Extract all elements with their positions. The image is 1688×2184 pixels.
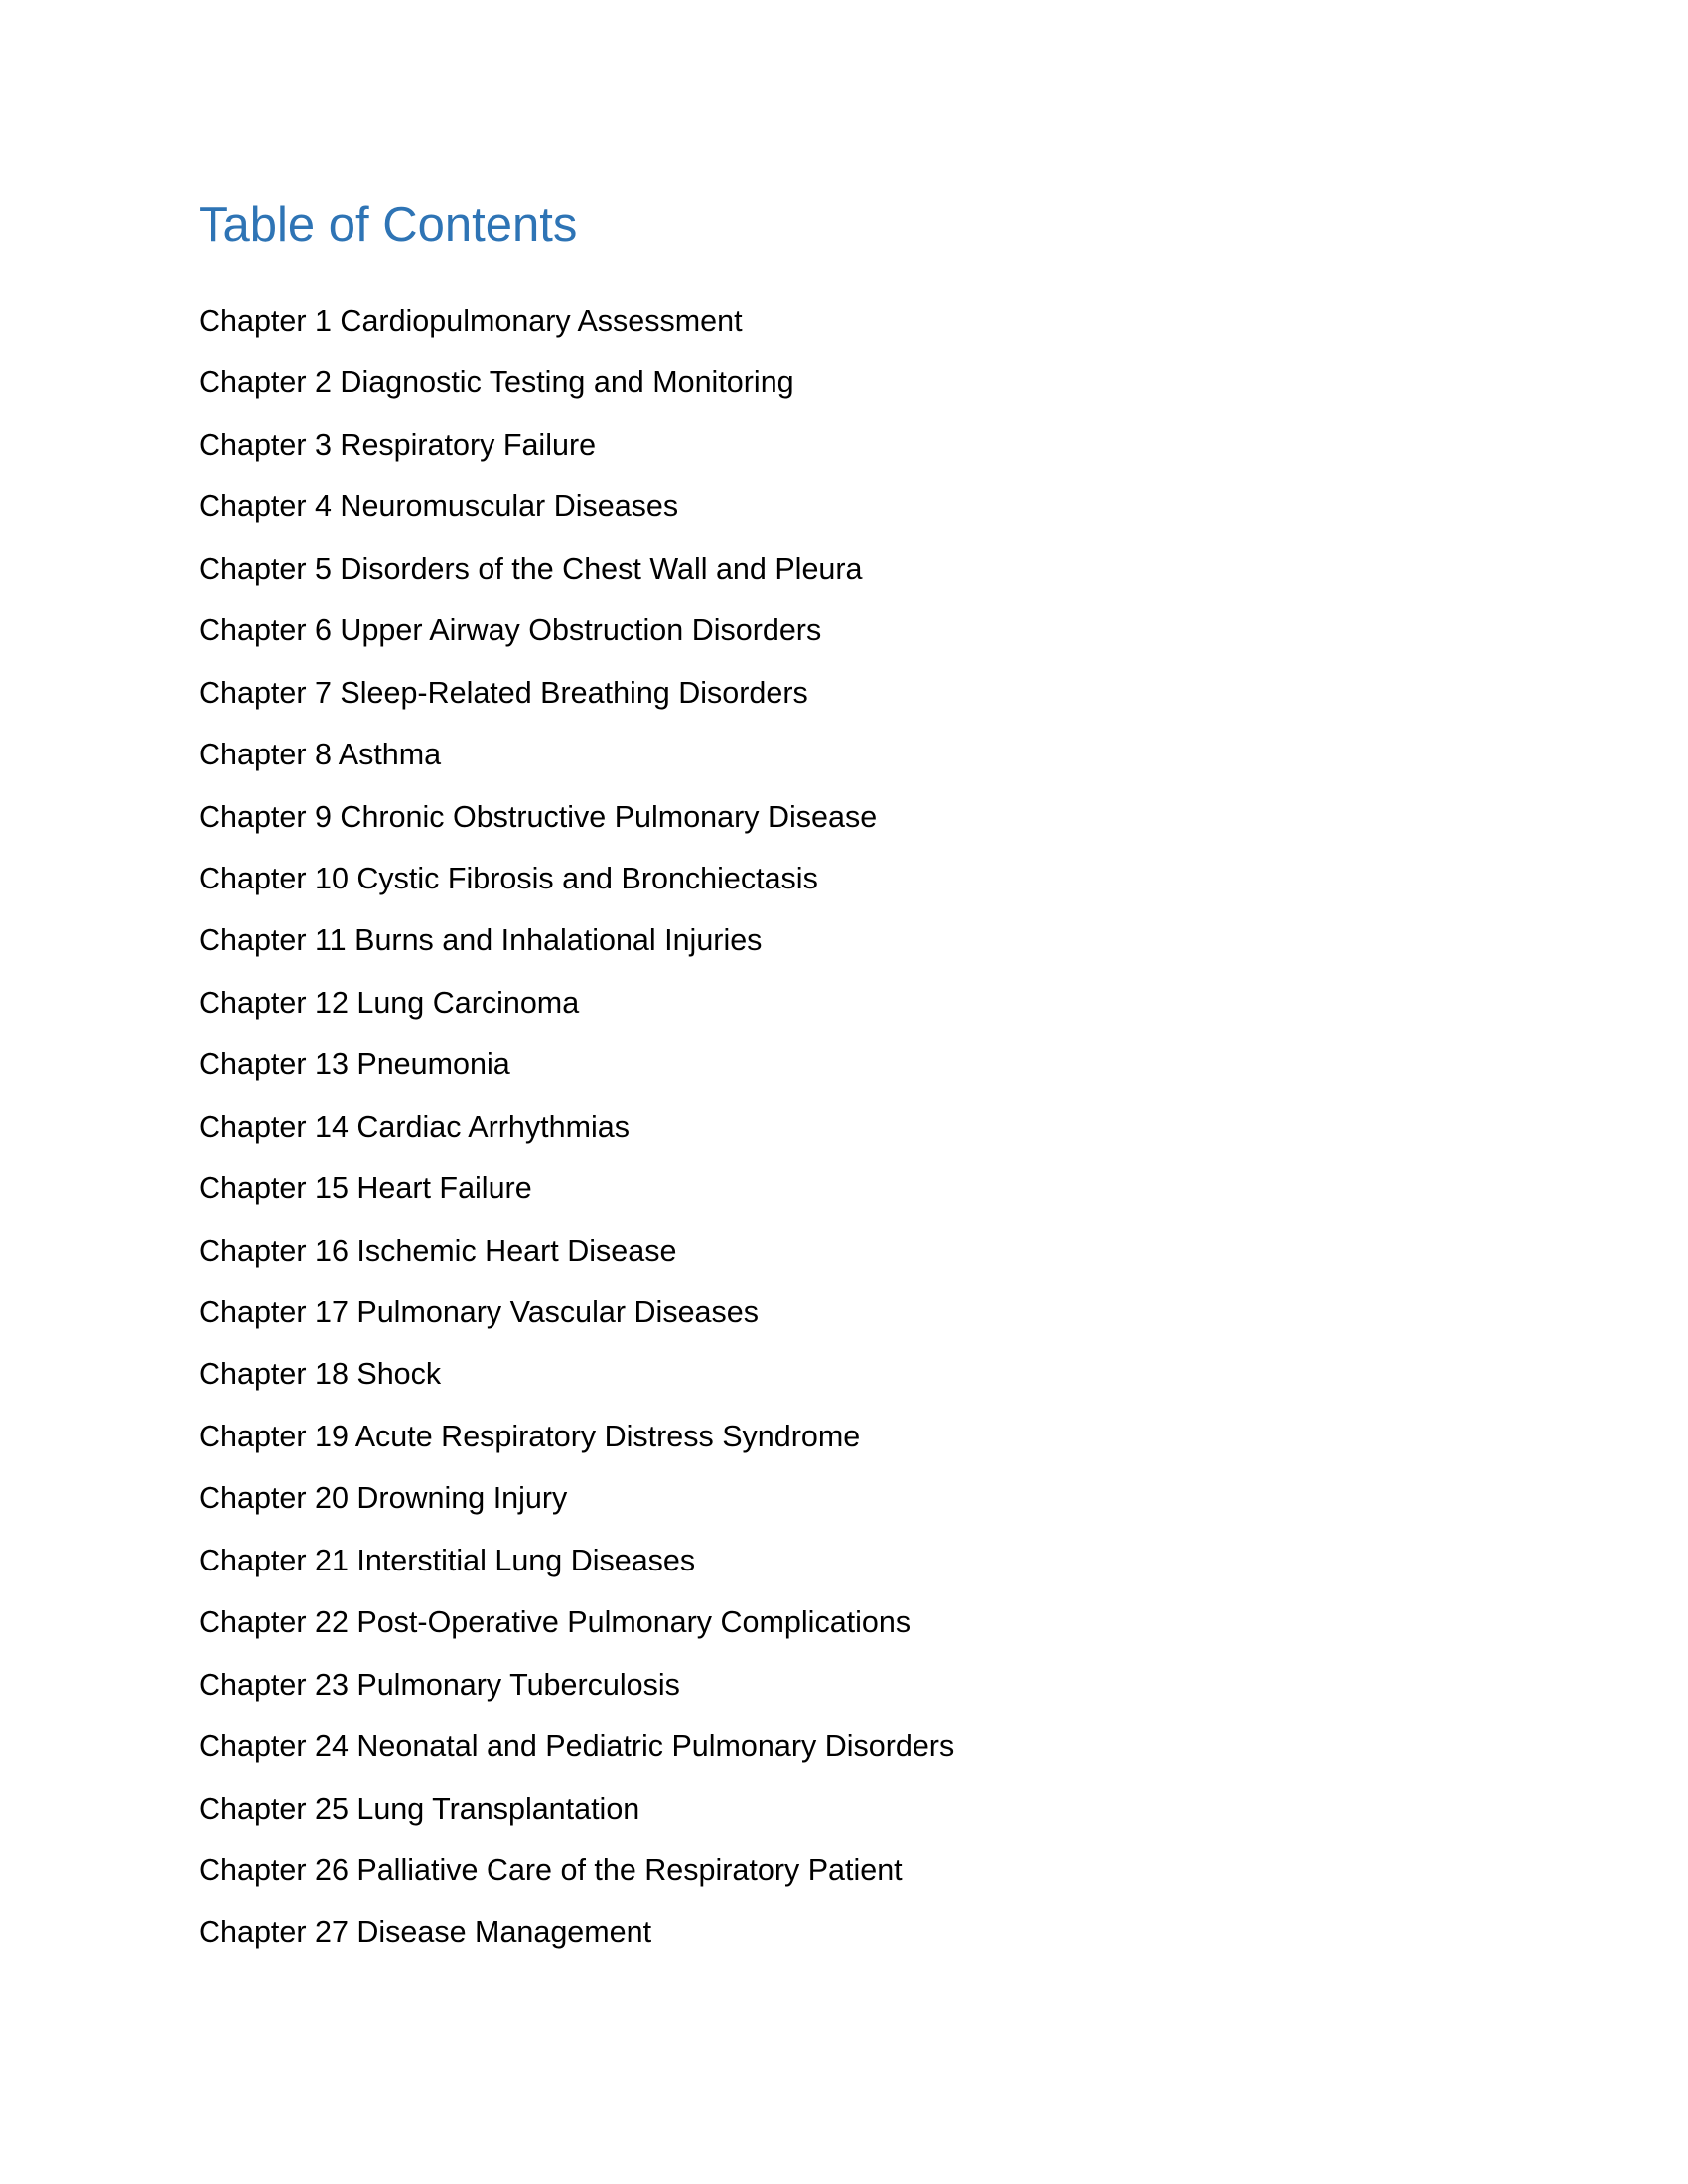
toc-entry-chapter-9[interactable]: Chapter 9 Chronic Obstructive Pulmonary Disease bbox=[199, 799, 878, 834]
toc-entry-chapter-18[interactable]: Chapter 18 Shock bbox=[199, 1357, 442, 1392]
toc-entry-chapter-3[interactable]: Chapter 3 Respiratory Failure bbox=[199, 427, 597, 462]
toc-entry-chapter-24[interactable]: Chapter 24 Neonatal and Pediatric Pulmonary Disorders bbox=[199, 1729, 955, 1764]
toc-entry-chapter-26[interactable]: Chapter 26 Palliative Care of the Respiratory Patient bbox=[199, 1852, 903, 1887]
toc-entry-chapter-12[interactable]: Chapter 12 Lung Carcinoma bbox=[199, 985, 580, 1020]
toc-entry-chapter-14[interactable]: Chapter 14 Cardiac Arrhythmias bbox=[199, 1109, 630, 1144]
toc-entry-chapter-15[interactable]: Chapter 15 Heart Failure bbox=[199, 1171, 532, 1206]
toc-entry-chapter-4[interactable]: Chapter 4 Neuromuscular Diseases bbox=[199, 489, 679, 524]
toc-entry-chapter-1[interactable]: Chapter 1 Cardiopulmonary Assessment bbox=[199, 304, 743, 338]
toc-entry-chapter-21[interactable]: Chapter 21 Interstitial Lung Diseases bbox=[199, 1543, 696, 1577]
toc-entry-chapter-13[interactable]: Chapter 13 Pneumonia bbox=[199, 1047, 510, 1082]
toc-entry-chapter-25[interactable]: Chapter 25 Lung Transplantation bbox=[199, 1791, 640, 1826]
toc-entry-chapter-16[interactable]: Chapter 16 Ischemic Heart Disease bbox=[199, 1233, 677, 1268]
toc-entry-chapter-6[interactable]: Chapter 6 Upper Airway Obstruction Disorders bbox=[199, 614, 822, 648]
toc-entry-chapter-22[interactable]: Chapter 22 Post-Operative Pulmonary Complications bbox=[199, 1605, 912, 1640]
toc-entry-chapter-23[interactable]: Chapter 23 Pulmonary Tuberculosis bbox=[199, 1667, 680, 1702]
toc-entry-chapter-11[interactable]: Chapter 11 Burns and Inhalational Injuries bbox=[199, 923, 763, 958]
toc-entry-chapter-10[interactable]: Chapter 10 Cystic Fibrosis and Bronchiectasis bbox=[199, 861, 818, 895]
page-title: Table of Contents bbox=[199, 199, 578, 252]
toc-list bbox=[199, 302, 954, 1976]
toc-entry-chapter-7[interactable]: Chapter 7 Sleep-Related Breathing Disorders bbox=[199, 675, 808, 710]
toc-entry-chapter-2[interactable]: Chapter 2 Diagnostic Testing and Monitoring bbox=[199, 365, 794, 400]
toc-entry-chapter-5[interactable]: Chapter 5 Disorders of the Chest Wall and Pleura bbox=[199, 551, 863, 586]
toc-entry-chapter-8[interactable]: Chapter 8 Asthma bbox=[199, 738, 442, 772]
toc-entry-chapter-20[interactable]: Chapter 20 Drowning Injury bbox=[199, 1481, 568, 1516]
toc-entry-chapter-19[interactable]: Chapter 19 Acute Respiratory Distress Syndrome bbox=[199, 1419, 861, 1453]
toc-entry-chapter-27[interactable]: Chapter 27 Disease Management bbox=[199, 1915, 652, 1950]
toc-entry-chapter-17[interactable]: Chapter 17 Pulmonary Vascular Diseases bbox=[199, 1296, 759, 1329]
